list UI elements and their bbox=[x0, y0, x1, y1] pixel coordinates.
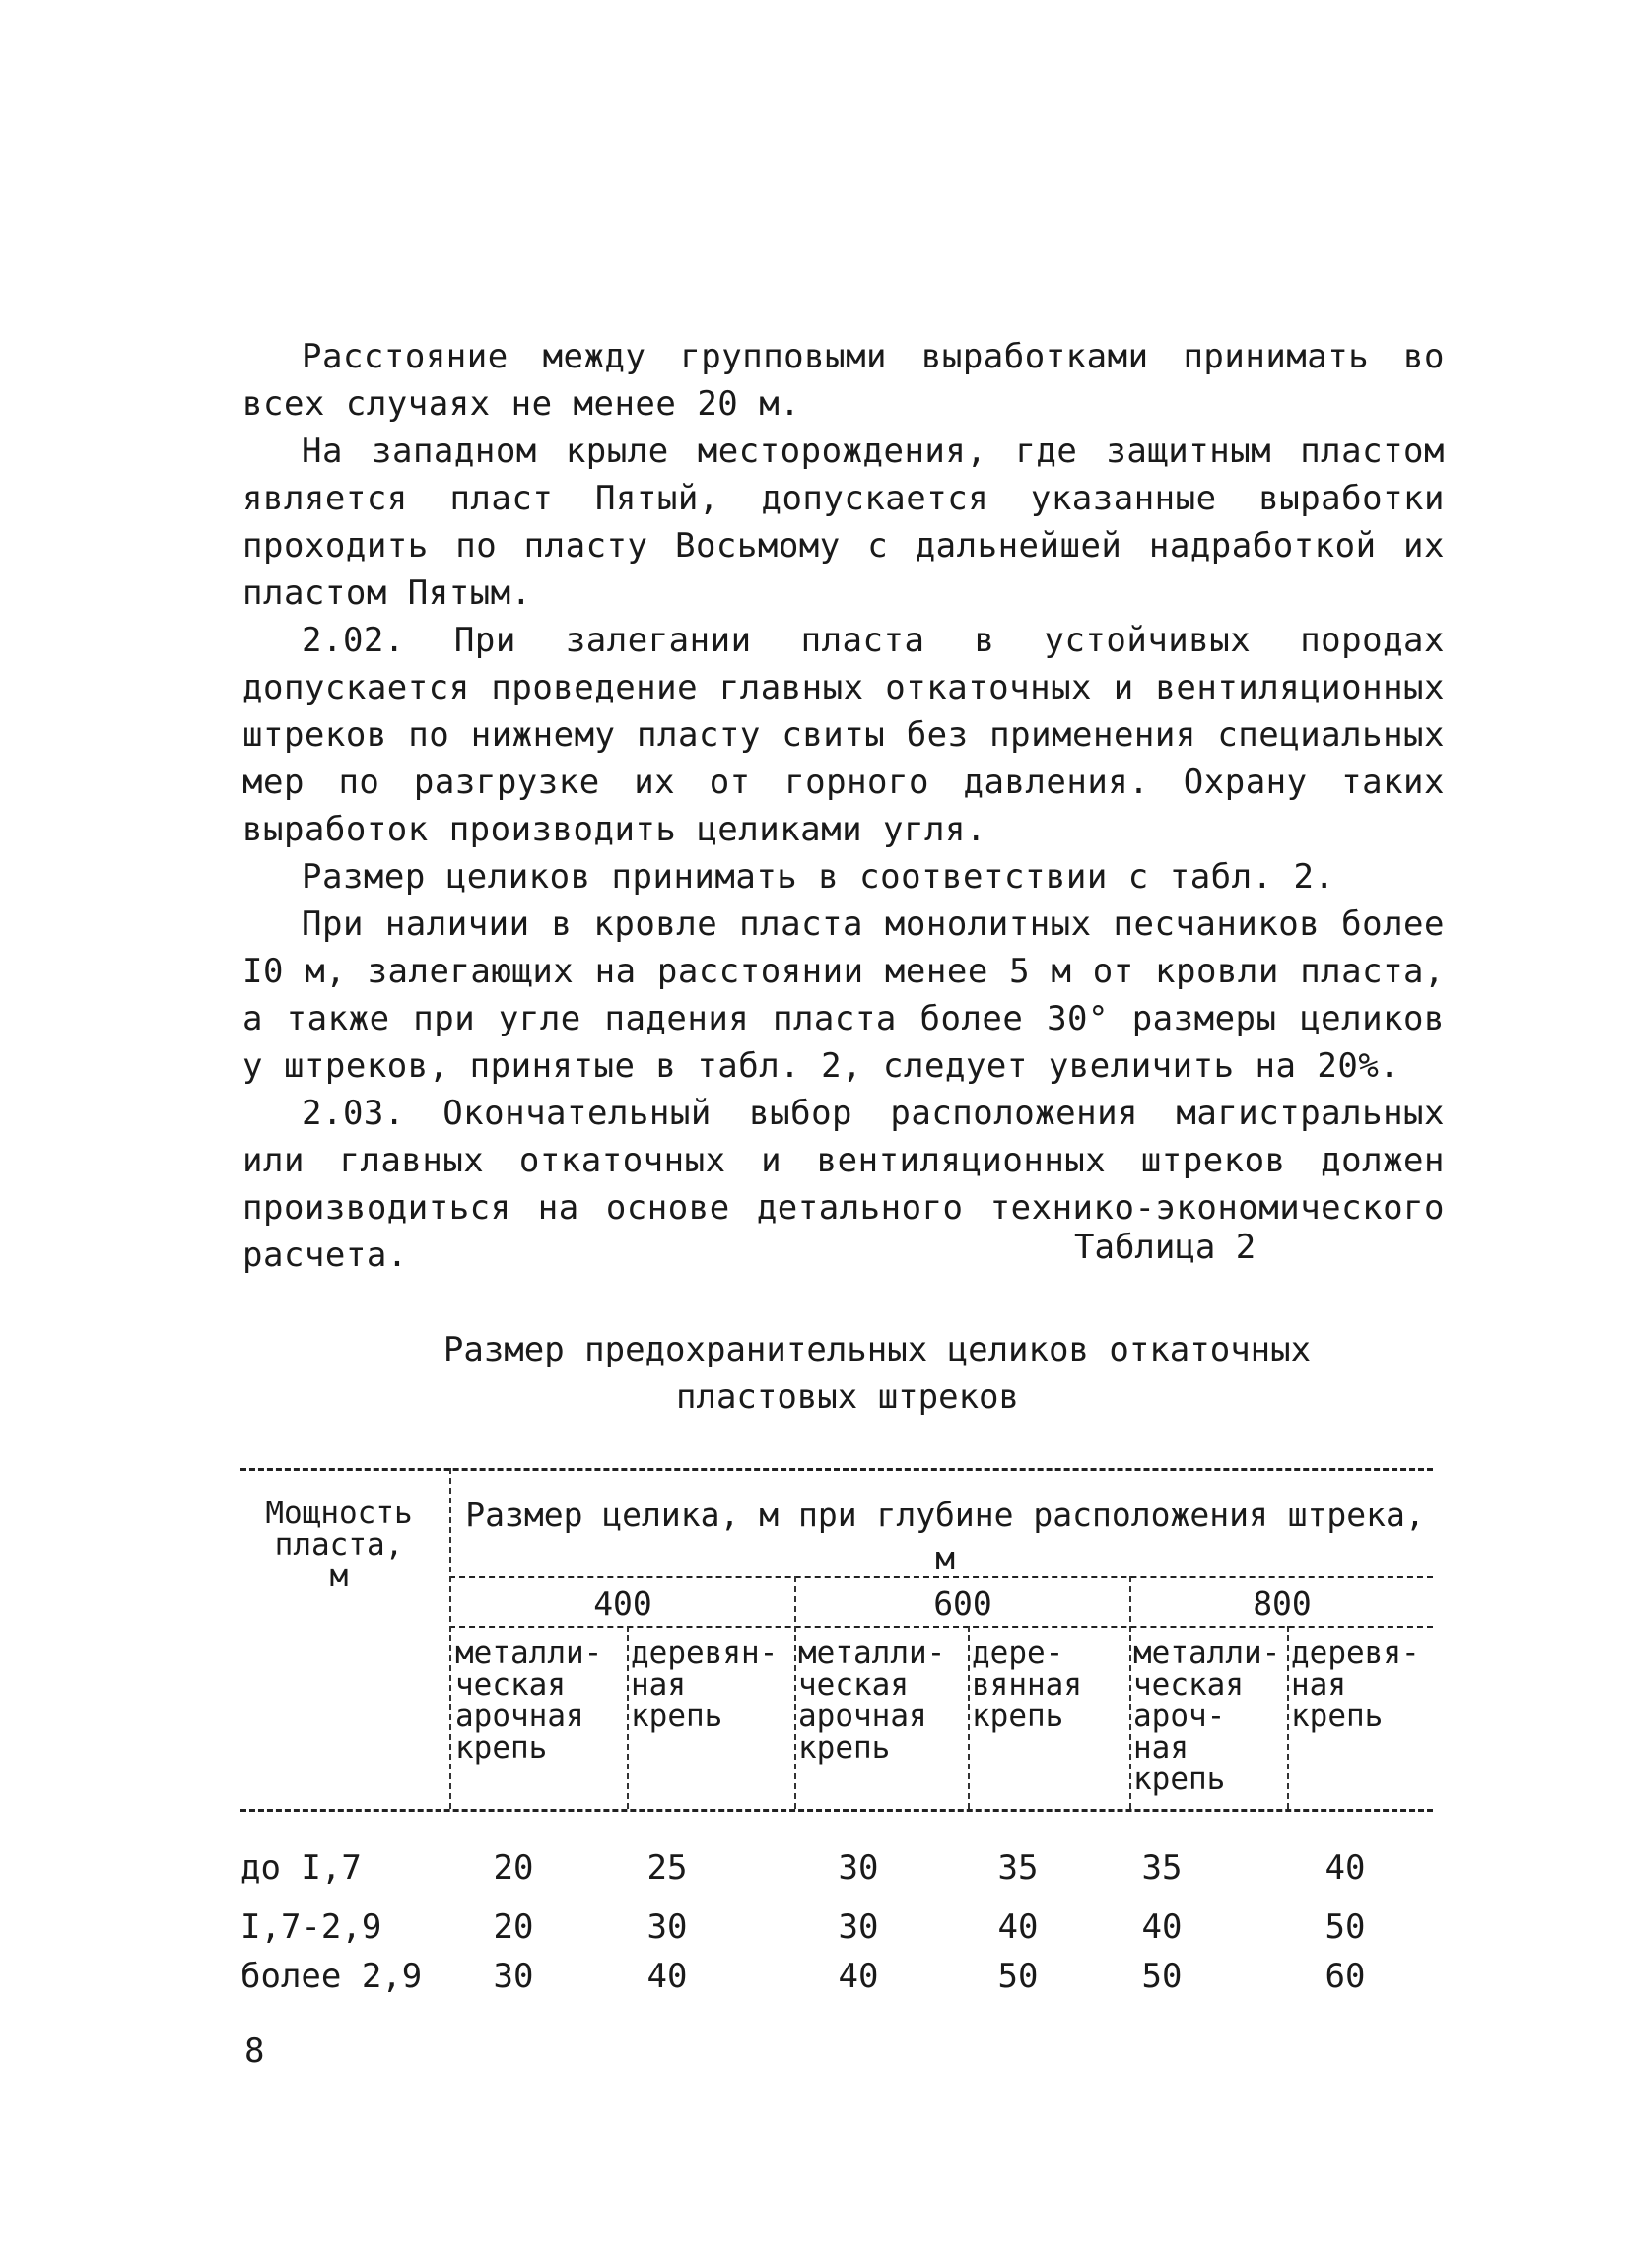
support-header-3: металли- ческая арочная крепь bbox=[798, 1635, 946, 1766]
col-divider-1 bbox=[627, 1626, 629, 1809]
row-2-value-4: 40 bbox=[997, 1907, 1039, 1947]
main-header: Размер целика, м при глубине расположения штрека, м bbox=[465, 1496, 1425, 1577]
support-header-2: деревян- ная крепь bbox=[631, 1635, 779, 1734]
support-header-1: металли- ческая арочная крепь bbox=[455, 1635, 603, 1766]
row-2-label: I,7-2,9 bbox=[240, 1907, 382, 1947]
row-3-value-3: 40 bbox=[838, 1957, 879, 1996]
paragraph-3: 2.02. При залегании пласта в устойчивых породах допускается проведение главных откаточных и вентиляционных штреков по нижнему пласту свиты без применения специальных мер по разгрузке их от горного давления. Охрану таких выработок производить целиками угля. bbox=[242, 621, 1445, 849]
table-header-bottom-rule bbox=[240, 1809, 1433, 1812]
row-2-value-1: 20 bbox=[493, 1907, 534, 1947]
paragraph-2: На западном крыле месторождения, где защитным пластом является пласт Пятый, допускается указанные выработки проходить по пласту Восьмому с дальнейшей надработкой их пластом Пятым. bbox=[242, 432, 1445, 613]
row-1-label: до I,7 bbox=[240, 1848, 362, 1888]
row-1-value-3: 30 bbox=[838, 1848, 879, 1888]
support-header-4: дере- вянная крепь bbox=[972, 1635, 1082, 1734]
row-1-value-6: 40 bbox=[1324, 1848, 1366, 1888]
table-label: Таблица 2 bbox=[1074, 1228, 1256, 1267]
row-3-value-1: 30 bbox=[493, 1957, 534, 1996]
support-header-6: деревя- ная крепь bbox=[1291, 1635, 1420, 1734]
col-divider-5 bbox=[1287, 1626, 1289, 1809]
row-3-value-5: 50 bbox=[1141, 1957, 1183, 1996]
row-3-value-4: 50 bbox=[997, 1957, 1039, 1996]
table-title-line2: пластовых штреков bbox=[676, 1377, 1019, 1417]
col-divider-0 bbox=[449, 1468, 451, 1809]
depth-600: 600 bbox=[933, 1584, 992, 1623]
support-header-5: металли- ческая ароч- ная крепь bbox=[1133, 1635, 1281, 1797]
row-1-value-1: 20 bbox=[493, 1848, 534, 1888]
row-1-value-2: 25 bbox=[646, 1848, 688, 1888]
row-3-value-6: 60 bbox=[1324, 1957, 1366, 1996]
depth-400: 400 bbox=[593, 1584, 652, 1623]
paragraph-1: Расстояние между групповыми выработками принимать во всех случаях не менее 20 м. bbox=[242, 337, 1445, 424]
table-title-line1: Размер предохранительных целиков откаточных bbox=[442, 1330, 1312, 1369]
col-divider-3 bbox=[968, 1626, 970, 1809]
support-header-rule bbox=[449, 1626, 1433, 1628]
body-text bbox=[242, 333, 1445, 1279]
row-3-label: более 2,9 bbox=[240, 1957, 423, 1996]
row-3-value-2: 40 bbox=[646, 1957, 688, 1996]
table-title bbox=[434, 1326, 1321, 1421]
paragraph-5: При наличии в кровле пласта монолитных песчаников более I0 м, залегающих на расстоянии менее 5 м от кровли пласта, а также при угле падения пласта более 30° размеры целиков у штреков, принятые в табл. 2, следует увеличить на 20%. bbox=[242, 904, 1445, 1086]
paragraph-6: 2.03. Окончательный выбор расположения магистральных или главных откаточных и вентиляционных штреков должен производиться на основе детального технико-экономического расчета. bbox=[242, 1094, 1445, 1275]
page-number: 8 bbox=[244, 2032, 265, 2071]
row-header: Мощность пласта, м bbox=[265, 1496, 413, 1594]
row-2-value-5: 40 bbox=[1141, 1907, 1183, 1947]
depth-800: 800 bbox=[1253, 1584, 1312, 1623]
paragraph-4: Размер целиков принимать в соответствии с табл. 2. bbox=[302, 857, 1335, 897]
row-1-value-5: 35 bbox=[1141, 1848, 1183, 1888]
row-2-value-3: 30 bbox=[838, 1907, 879, 1947]
row-2-value-2: 30 bbox=[646, 1907, 688, 1947]
row-1-value-4: 35 bbox=[997, 1848, 1039, 1888]
table-top-rule bbox=[240, 1468, 1433, 1471]
row-2-value-6: 50 bbox=[1324, 1907, 1366, 1947]
pillar-size-table bbox=[240, 1468, 1433, 2000]
